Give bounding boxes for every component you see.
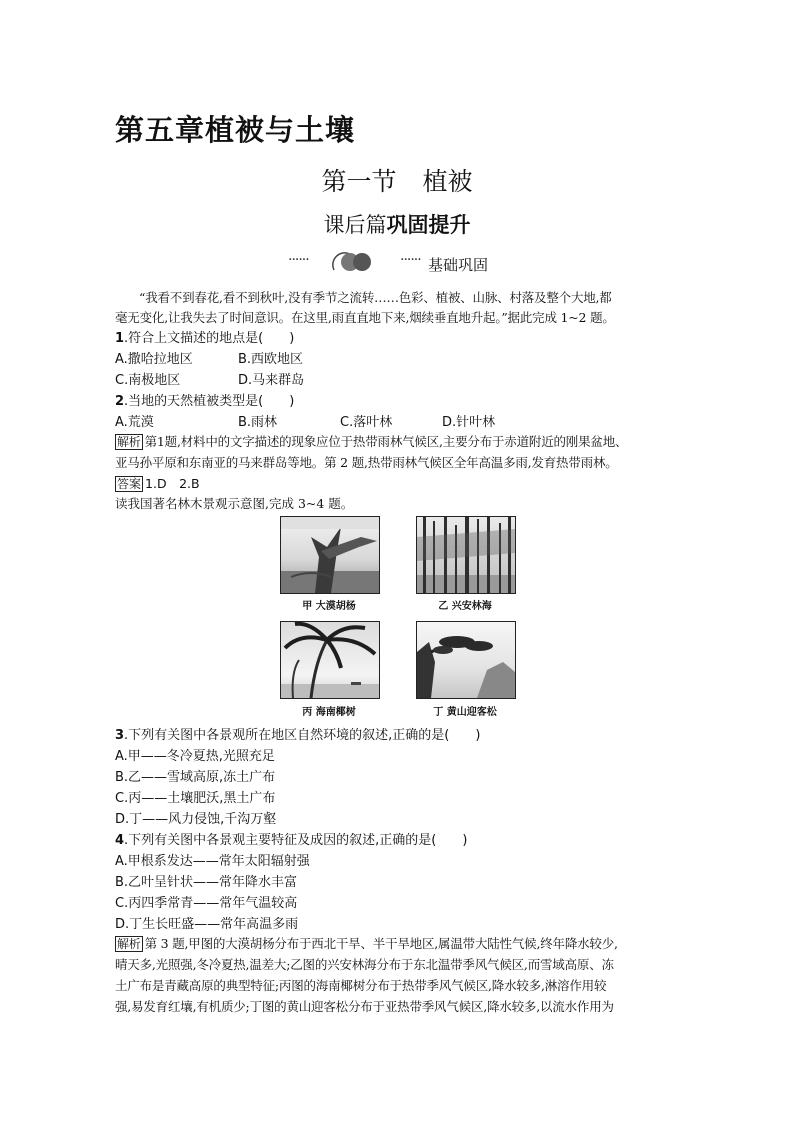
q4-option-b: B.乙叶呈针状——常年降水丰富 [115, 875, 298, 890]
desert-poplar-image [281, 517, 379, 593]
q1-option-b: B.西欧地区 [238, 352, 304, 367]
huangshan-pine-image [417, 622, 515, 698]
caption-yi: 乙 兴安林海 [438, 601, 492, 612]
intro-line-2: 毫无变化,让我失去了时间意识。在这里,雨直直地下来,烟续垂直地升起。”据此完成 1~2 题。 [115, 310, 615, 325]
analysis-1-line-2: 亚马孙平原和东南亚的马来群岛等地。第 2 题,热带雨林气候区全年高温多雨,发育热带雨林。 [115, 455, 618, 470]
answer-1-text: 1.D 2.B [145, 476, 200, 491]
analysis-2-tag: 解析 [117, 937, 141, 951]
photo-desert-poplar [280, 516, 380, 594]
map-intro: 读我国著名林木景观示意图,完成 3~4 题。 [115, 496, 354, 511]
photo-hainan-palms [280, 621, 380, 699]
question-3-text: .下列有关图中各景观所在地区自然环境的叙述,正确的是( ) [124, 728, 481, 743]
photo-xingan-forest [416, 516, 516, 594]
subtitle [0, 209, 794, 239]
q4-option-a: A.甲根系发达——常年太阳辐射强 [115, 854, 310, 869]
section-number: 第一节 [321, 167, 397, 196]
badge-circles-icon [328, 250, 378, 274]
q2-option-a: A.荒漠 [115, 415, 154, 430]
q2-option-b: B.雨林 [238, 415, 278, 430]
caption-jia: 甲 大漠胡杨 [302, 601, 356, 612]
q2-option-d: D.针叶林 [442, 415, 496, 430]
question-2-number: 2 [115, 394, 125, 409]
section-label: 基础巩固 [428, 256, 489, 274]
caption-bing: 丙 海南椰树 [302, 707, 356, 718]
chapter-title: 第五章植被与土壤 [115, 113, 356, 147]
section-label-row [288, 250, 528, 274]
q4-option-d: D.丁生长旺盛——常年高温多雨 [115, 917, 299, 932]
analysis-2-line-1 [115, 933, 681, 954]
question-1 [115, 327, 294, 346]
analysis-1-text-1: 第1题,材料中的文字描述的现象应位于热带雨林气候区,主要分布于赤道附近的刚果盆地、 [144, 434, 628, 449]
q1-option-a: A.撒哈拉地区 [115, 352, 193, 367]
intro-line-1: “我看不到春花,看不到秋叶,没有季节之流转……色彩、植被、山脉、村落及整个大地,都 [139, 290, 612, 305]
section-name: 植被 [422, 167, 473, 196]
subtitle-prefix: 课后篇 [323, 213, 387, 237]
question-2 [115, 390, 294, 409]
question-1-number: 1 [115, 331, 125, 346]
answer-1 [115, 473, 681, 494]
dots-right: ······ [400, 252, 421, 268]
question-2-text: .当地的天然植被类型是( ) [124, 394, 295, 409]
dots-left: ······ [288, 252, 309, 268]
q1-option-d: D.马来群岛 [238, 373, 305, 388]
analysis-2-text-1: 第 3 题,甲图的大漠胡杨分布于西北干旱、半干旱地区,属温带大陆性气候,终年降水较少, [144, 936, 618, 951]
analysis-1-tag: 解析 [117, 435, 141, 449]
question-3 [115, 724, 480, 743]
analysis-2-line-4: 强,易发育红壤,有机质少;丁图的黄山迎客松分布于亚热带季风气候区,降水较多,以流水作用为 [115, 999, 614, 1014]
analysis-1-line-1 [115, 431, 681, 452]
q4-option-c: C.丙四季常青——常年气温较高 [115, 896, 298, 911]
analysis-2-line-2: 晴天多,光照强,冬冷夏热,温差大;乙图的兴安林海分布于东北温带季风气候区,而雪域高原、冻 [115, 957, 614, 972]
caption-ding: 丁 黄山迎客松 [433, 707, 497, 718]
question-3-number: 3 [115, 728, 125, 743]
question-4-text: .下列有关图中各景观主要特征及成因的叙述,正确的是( ) [124, 833, 468, 848]
photo-huangshan-pine [416, 621, 516, 699]
analysis-2-line-3: 土广布是青藏高原的典型特征;丙图的海南椰树分布于热带季风气候区,降水较多,淋溶作用较 [115, 978, 607, 993]
question-4-number: 4 [115, 833, 125, 848]
hainan-palms-image [281, 622, 379, 698]
q3-option-d: D.丁——风力侵蚀,千沟万壑 [115, 812, 277, 827]
answer-1-tag: 答案 [117, 477, 142, 491]
section-title [0, 162, 794, 198]
q3-option-c: C.丙——土壤肥沃,黑土广布 [115, 791, 276, 806]
q1-option-c: C.南极地区 [115, 373, 181, 388]
q3-option-b: B.乙——雪域高原,冻土广布 [115, 770, 276, 785]
xingan-forest-image [417, 517, 515, 593]
q2-option-c: C.落叶林 [340, 415, 393, 430]
subtitle-bold: 巩固提升 [386, 213, 471, 237]
question-4 [115, 829, 467, 848]
question-1-text: .符合上文描述的地点是( ) [124, 331, 295, 346]
q3-option-a: A.甲——冬冷夏热,光照充足 [115, 749, 275, 764]
